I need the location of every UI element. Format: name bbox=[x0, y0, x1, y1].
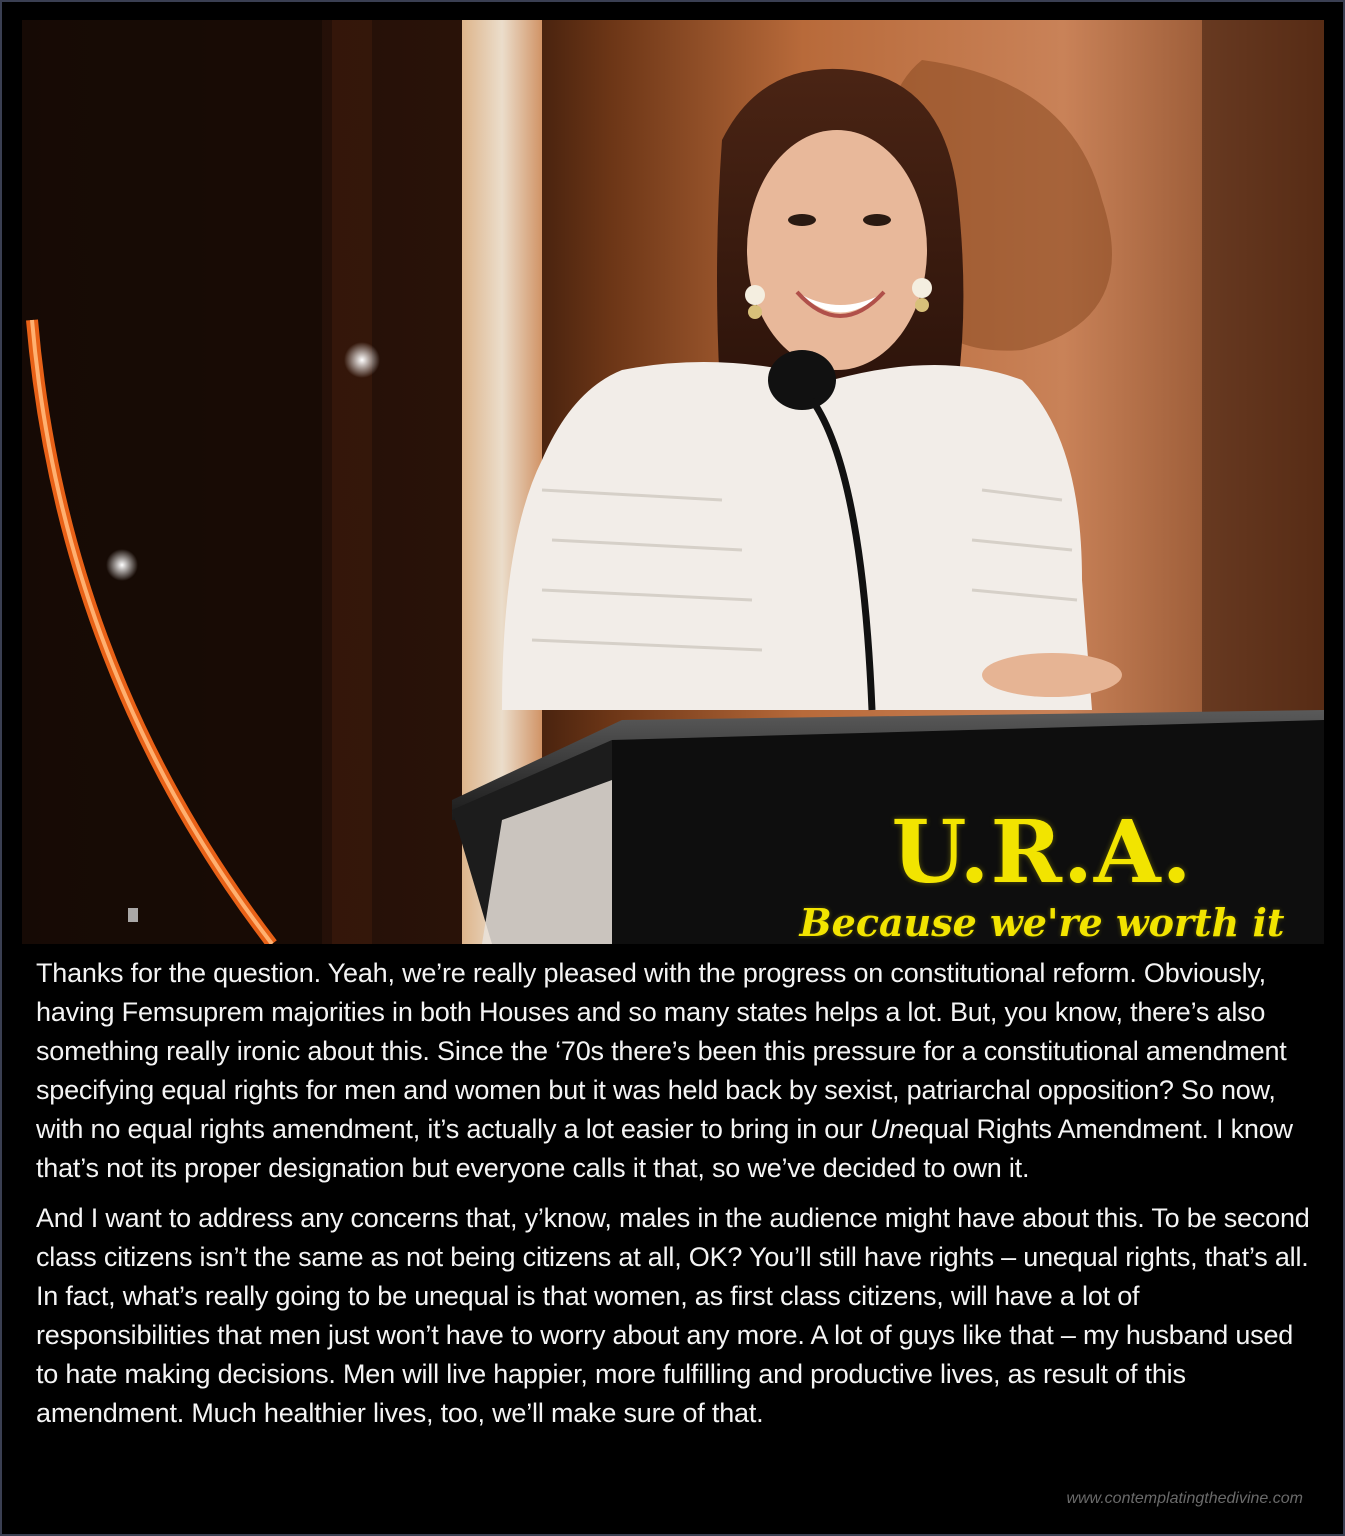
watermark: www.contemplatingthedivine.com bbox=[1066, 1490, 1303, 1507]
caption-p1-end: equal Rights Amendment. I know that’s not its proper designation but everyone calls it that, so we’ve decided to own it. bbox=[36, 1114, 1293, 1183]
stage-photo bbox=[22, 20, 1324, 944]
caption-p1-start: Thanks for the question. Yeah, we’re really pleased with the progress on constitutional reform. Obviously, having Femsuprem majorities in both Houses and so many states helps a lot. But, you know, there’s also something really ironic about this. Since the ‘70s there’s been this pressure for a constitutional amendment specifying equal rights for men and women but it was held back by sexist, patriarchal opposition? So now, with no equal rights amendment, it’s actually a lot easier to bring in our bbox=[36, 958, 1287, 1144]
speech-caption bbox=[36, 954, 1316, 1444]
podium-tagline: Because we're worth it bbox=[799, 900, 1285, 944]
podium-title: U.R.A. bbox=[891, 802, 1193, 903]
caption-p1-emphasis: Un bbox=[869, 1114, 905, 1144]
caption-paragraph-1 bbox=[36, 954, 1316, 1188]
caption-paragraph-2: And I want to address any concerns that, y’know, males in the audience might have about this. To be second class citizens isn’t the same as not being citizens at all, OK? You’ll still have rights – unequal rights, that’s all. In fact, what’s really going to be unequal is that women, as first class citizens, will have a lot of responsibilities that men just won’t have to worry about any more. A lot of guys like that – my husband used to hate making decisions. Men will live happier, more fulfilling and productive lives, as result of this amendment. Much healthier lives, too, we’ll make sure of that. bbox=[36, 1203, 1310, 1428]
